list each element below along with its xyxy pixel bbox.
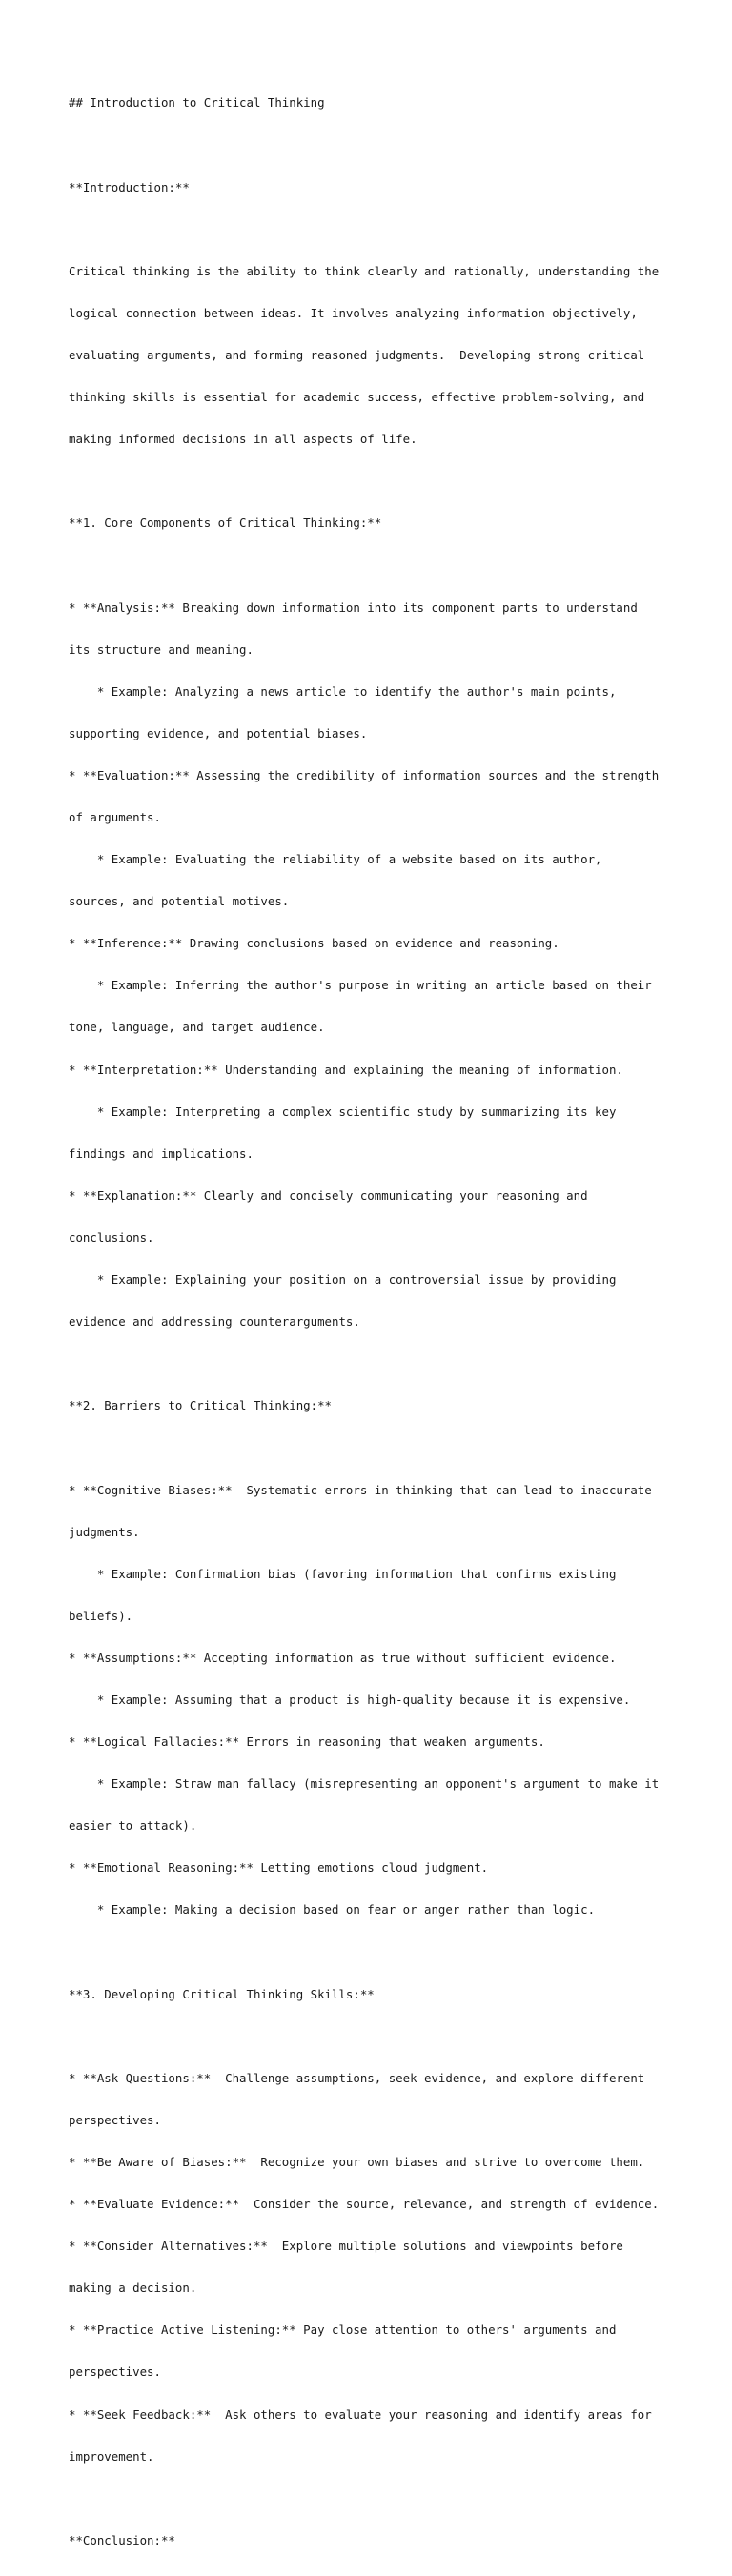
document-body bbox=[69, 69, 679, 2576]
blank-line bbox=[69, 2492, 679, 2506]
blank-line bbox=[69, 139, 679, 153]
list-item-line: * **Cognitive Biases:** Systematic errors in thinking that can lead to inaccurate bbox=[69, 1482, 652, 1497]
blank-line bbox=[69, 558, 679, 573]
list-item-line: improvement. bbox=[69, 2448, 154, 2464]
blank-line bbox=[69, 1946, 679, 1960]
list-subitem-line: easier to attack). bbox=[69, 1818, 197, 1834]
blank-line bbox=[69, 223, 679, 237]
list-subitem-line: tone, language, and target audience. bbox=[69, 1020, 325, 1035]
list-subitem-line: * Example: Evaluating the reliability of a website based on its author, bbox=[69, 852, 602, 867]
list-item-line: of arguments. bbox=[69, 810, 161, 824]
list-item-line: judgments. bbox=[69, 1524, 140, 1539]
paragraph-line: Critical thinking is the ability to think clearly and rationally, understanding the bbox=[69, 263, 660, 278]
list-subitem-line: * Example: Straw man fallacy (misrepresenting an opponent's argument to make it bbox=[69, 1776, 660, 1792]
list-item-line: making a decision. bbox=[69, 2281, 197, 2296]
blank-line bbox=[69, 2030, 679, 2044]
list-item-line: * **Consider Alternatives:** Explore multiple solutions and viewpoints before bbox=[69, 2239, 623, 2254]
list-item-line: its structure and meaning. bbox=[69, 641, 254, 657]
list-item-line: * **Seek Feedback:** Ask others to evaluate your reasoning and identify areas for bbox=[69, 2406, 652, 2422]
list-subitem-line: * Example: Inferring the author's purpose in writing an article based on their bbox=[69, 978, 652, 993]
list-subitem-line: findings and implications. bbox=[69, 1146, 254, 1161]
list-item-line: conclusions. bbox=[69, 1229, 154, 1245]
section-heading-barriers: **2. Barriers to Critical Thinking:** bbox=[69, 1398, 333, 1413]
list-item-line: * **Practice Active Listening:** Pay close attention to others' arguments and bbox=[69, 2322, 617, 2338]
list-subitem-line: * Example: Analyzing a news article to identify the author's main points, bbox=[69, 683, 617, 699]
section-heading-core-components: **1. Core Components of Critical Thinking:** bbox=[69, 516, 382, 531]
blank-line bbox=[69, 1441, 679, 1455]
list-subitem-line: * Example: Making a decision based on fear or anger rather than logic. bbox=[69, 1902, 596, 1917]
list-item-line: * **Interpretation:** Understanding and explaining the meaning of information. bbox=[69, 1062, 623, 1077]
paragraph-line: evaluating arguments, and forming reasoned judgments. Developing strong critical bbox=[69, 347, 645, 362]
list-subitem-line: sources, and potential motives. bbox=[69, 894, 290, 909]
list-item-line: perspectives. bbox=[69, 2364, 161, 2380]
list-subitem-line: evidence and addressing counterarguments. bbox=[69, 1314, 360, 1329]
list-subitem-line: * Example: Confirmation bias (favoring information that confirms existing bbox=[69, 1566, 617, 1581]
list-item-line: * **Explanation:** Clearly and concisely communicating your reasoning and bbox=[69, 1187, 588, 1203]
list-item-line: * **Be Aware of Biases:** Recognize your own biases and strive to overcome them. bbox=[69, 2155, 645, 2169]
list-item-line: * **Inference:** Drawing conclusions based on evidence and reasoning. bbox=[69, 936, 559, 951]
list-subitem-line: beliefs). bbox=[69, 1608, 133, 1623]
section-heading-introduction: **Introduction:** bbox=[69, 179, 190, 194]
list-item-line: * **Logical Fallacies:** Errors in reasoning that weaken arguments. bbox=[69, 1734, 545, 1750]
paragraph-line: making informed decisions in all aspects of life. bbox=[69, 432, 417, 447]
paragraph-line: thinking skills is essential for academic success, effective problem-solving, and bbox=[69, 390, 645, 405]
section-heading-conclusion: **Conclusion:** bbox=[69, 2532, 175, 2547]
list-item-line: * **Ask Questions:** Challenge assumptions, seek evidence, and explore different bbox=[69, 2070, 645, 2085]
list-subitem-line: supporting evidence, and potential biases. bbox=[69, 725, 368, 740]
paragraph-line: logical connection between ideas. It involves analyzing information objectively, bbox=[69, 305, 638, 320]
list-item-line: * **Emotional Reasoning:** Letting emotions cloud judgment. bbox=[69, 1860, 489, 1876]
blank-line bbox=[69, 475, 679, 489]
blank-line bbox=[69, 1357, 679, 1371]
list-item-line: * **Analysis:** Breaking down information into its component parts to understand bbox=[69, 599, 638, 615]
section-heading-developing-skills: **3. Developing Critical Thinking Skills:** bbox=[69, 1986, 375, 2001]
list-item-line: * **Evaluation:** Assessing the credibility of information sources and the strength bbox=[69, 767, 660, 782]
list-subitem-line: * Example: Assuming that a product is high-quality because it is expensive. bbox=[69, 1692, 631, 1707]
list-item-line: * **Assumptions:** Accepting information as true without sufficient evidence. bbox=[69, 1650, 617, 1665]
heading-title: ## Introduction to Critical Thinking bbox=[69, 95, 325, 111]
list-item-line: perspectives. bbox=[69, 2112, 161, 2127]
list-subitem-line: * Example: Interpreting a complex scientific study by summarizing its key bbox=[69, 1104, 617, 1119]
list-subitem-line: * Example: Explaining your position on a controversial issue by providing bbox=[69, 1272, 617, 1288]
list-item-line: * **Evaluate Evidence:** Consider the source, relevance, and strength of evidence. bbox=[69, 2197, 660, 2212]
